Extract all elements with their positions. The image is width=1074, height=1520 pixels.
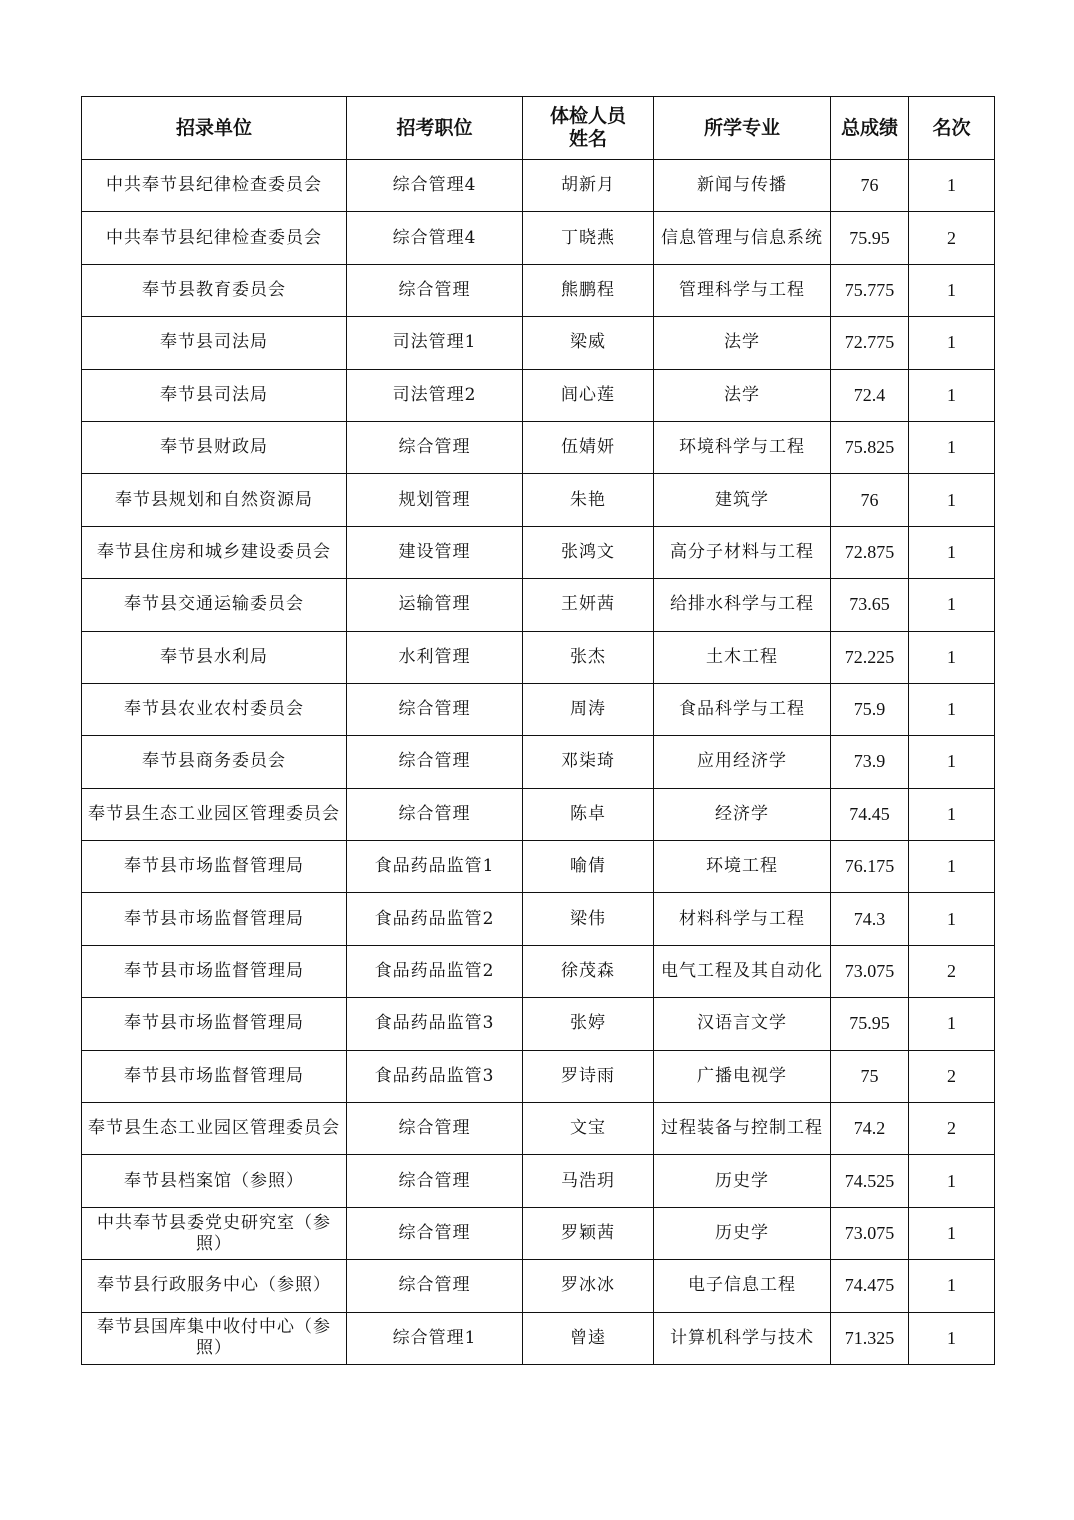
cell-name: 熊鹏程 (523, 264, 654, 316)
cell-rank: 1 (909, 369, 995, 421)
cell-score: 71.325 (831, 1312, 909, 1364)
cell-major: 法学 (654, 369, 831, 421)
cell-major: 新闻与传播 (654, 160, 831, 212)
cell-major: 高分子材料与工程 (654, 526, 831, 578)
cell-score: 73.075 (831, 945, 909, 997)
table-row (82, 317, 995, 369)
cell-name: 喻倩 (523, 841, 654, 893)
cell-major: 环境工程 (654, 841, 831, 893)
cell-unit: 奉节县司法局 (82, 317, 347, 369)
cell-rank: 1 (909, 1312, 995, 1364)
cell-unit: 中共奉节县委党史研究室（参照） (82, 1207, 347, 1259)
cell-position: 综合管理 (347, 1207, 523, 1259)
header-name: 体检人员姓名 (523, 97, 654, 160)
cell-score: 74.45 (831, 788, 909, 840)
cell-name: 胡新月 (523, 160, 654, 212)
cell-unit: 奉节县生态工业园区管理委员会 (82, 1103, 347, 1155)
cell-unit: 奉节县规划和自然资源局 (82, 474, 347, 526)
cell-major: 电气工程及其自动化 (654, 945, 831, 997)
cell-rank: 1 (909, 1260, 995, 1312)
cell-position: 水利管理 (347, 631, 523, 683)
cell-unit: 奉节县市场监督管理局 (82, 945, 347, 997)
cell-score: 72.4 (831, 369, 909, 421)
cell-rank: 1 (909, 631, 995, 683)
table-row (82, 264, 995, 316)
cell-position: 综合管理4 (347, 212, 523, 264)
cell-name: 邓柒琦 (523, 736, 654, 788)
cell-unit: 奉节县财政局 (82, 421, 347, 473)
cell-name: 马浩玥 (523, 1155, 654, 1207)
cell-score: 74.525 (831, 1155, 909, 1207)
cell-position: 综合管理4 (347, 160, 523, 212)
table-row (82, 631, 995, 683)
cell-score: 72.875 (831, 526, 909, 578)
cell-rank: 1 (909, 841, 995, 893)
header-rank: 名次 (909, 97, 995, 160)
cell-name: 文宝 (523, 1103, 654, 1155)
cell-unit: 奉节县市场监督管理局 (82, 1050, 347, 1102)
cell-position: 综合管理 (347, 1103, 523, 1155)
table-row (82, 998, 995, 1050)
cell-position: 运输管理 (347, 579, 523, 631)
header-position: 招考职位 (347, 97, 523, 160)
cell-score: 73.075 (831, 1207, 909, 1259)
cell-name: 罗颖茜 (523, 1207, 654, 1259)
cell-score: 75.9 (831, 683, 909, 735)
cell-rank: 2 (909, 945, 995, 997)
cell-score: 74.3 (831, 893, 909, 945)
cell-rank: 1 (909, 1155, 995, 1207)
table-row (82, 1103, 995, 1155)
cell-name: 梁威 (523, 317, 654, 369)
cell-name: 徐茂森 (523, 945, 654, 997)
table-header-row (82, 97, 995, 160)
cell-name: 闾心莲 (523, 369, 654, 421)
cell-score: 75.775 (831, 264, 909, 316)
cell-position: 综合管理 (347, 1260, 523, 1312)
cell-name: 周涛 (523, 683, 654, 735)
cell-name: 罗诗雨 (523, 1050, 654, 1102)
cell-name: 朱艳 (523, 474, 654, 526)
cell-position: 综合管理1 (347, 1312, 523, 1364)
cell-rank: 1 (909, 317, 995, 369)
cell-unit: 奉节县农业农村委员会 (82, 683, 347, 735)
cell-major: 法学 (654, 317, 831, 369)
cell-name: 梁伟 (523, 893, 654, 945)
cell-rank: 1 (909, 421, 995, 473)
cell-rank: 1 (909, 788, 995, 840)
cell-rank: 2 (909, 212, 995, 264)
cell-name: 罗冰冰 (523, 1260, 654, 1312)
cell-rank: 2 (909, 1050, 995, 1102)
table-row (82, 1207, 995, 1259)
cell-position: 食品药品监管2 (347, 945, 523, 997)
table-row (82, 736, 995, 788)
table-row (82, 893, 995, 945)
table-row (82, 945, 995, 997)
cell-unit: 奉节县水利局 (82, 631, 347, 683)
table-row (82, 1312, 995, 1364)
cell-major: 食品科学与工程 (654, 683, 831, 735)
cell-rank: 1 (909, 1207, 995, 1259)
cell-score: 73.65 (831, 579, 909, 631)
cell-score: 72.775 (831, 317, 909, 369)
table-row (82, 160, 995, 212)
cell-unit: 奉节县教育委员会 (82, 264, 347, 316)
cell-rank: 1 (909, 736, 995, 788)
physical-exam-table (81, 96, 995, 1365)
cell-score: 73.9 (831, 736, 909, 788)
cell-rank: 1 (909, 264, 995, 316)
cell-major: 管理科学与工程 (654, 264, 831, 316)
table-row (82, 421, 995, 473)
cell-unit: 奉节县商务委员会 (82, 736, 347, 788)
cell-major: 土木工程 (654, 631, 831, 683)
cell-rank: 1 (909, 579, 995, 631)
cell-position: 综合管理 (347, 736, 523, 788)
cell-position: 综合管理 (347, 1155, 523, 1207)
cell-unit: 奉节县档案馆（参照） (82, 1155, 347, 1207)
cell-score: 74.2 (831, 1103, 909, 1155)
table-row (82, 788, 995, 840)
cell-name: 丁晓燕 (523, 212, 654, 264)
cell-rank: 1 (909, 893, 995, 945)
cell-rank: 1 (909, 683, 995, 735)
cell-major: 信息管理与信息系统 (654, 212, 831, 264)
cell-rank: 1 (909, 526, 995, 578)
cell-name: 伍婧妍 (523, 421, 654, 473)
cell-unit: 奉节县生态工业园区管理委员会 (82, 788, 347, 840)
cell-position: 综合管理 (347, 264, 523, 316)
cell-unit: 奉节县市场监督管理局 (82, 998, 347, 1050)
cell-major: 广播电视学 (654, 1050, 831, 1102)
cell-position: 综合管理 (347, 788, 523, 840)
cell-major: 历史学 (654, 1207, 831, 1259)
table-body (82, 160, 995, 1365)
table-row (82, 1050, 995, 1102)
cell-position: 食品药品监管3 (347, 998, 523, 1050)
cell-unit: 中共奉节县纪律检查委员会 (82, 160, 347, 212)
cell-unit: 奉节县市场监督管理局 (82, 893, 347, 945)
cell-unit: 奉节县国库集中收付中心（参照） (82, 1312, 347, 1364)
cell-score: 72.225 (831, 631, 909, 683)
cell-name: 陈卓 (523, 788, 654, 840)
cell-major: 过程装备与控制工程 (654, 1103, 831, 1155)
cell-major: 计算机科学与技术 (654, 1312, 831, 1364)
cell-major: 应用经济学 (654, 736, 831, 788)
cell-rank: 2 (909, 1103, 995, 1155)
cell-major: 电子信息工程 (654, 1260, 831, 1312)
cell-rank: 1 (909, 474, 995, 526)
cell-unit: 奉节县司法局 (82, 369, 347, 421)
header-unit: 招录单位 (82, 97, 347, 160)
cell-unit: 奉节县行政服务中心（参照） (82, 1260, 347, 1312)
cell-name: 王妍茜 (523, 579, 654, 631)
cell-rank: 1 (909, 160, 995, 212)
table-row (82, 1155, 995, 1207)
cell-major: 汉语言文学 (654, 998, 831, 1050)
cell-position: 综合管理 (347, 421, 523, 473)
cell-major: 经济学 (654, 788, 831, 840)
cell-position: 综合管理 (347, 683, 523, 735)
header-score: 总成绩 (831, 97, 909, 160)
cell-major: 建筑学 (654, 474, 831, 526)
cell-position: 食品药品监管3 (347, 1050, 523, 1102)
cell-major: 给排水科学与工程 (654, 579, 831, 631)
table-row (82, 579, 995, 631)
cell-score: 76 (831, 474, 909, 526)
cell-position: 建设管理 (347, 526, 523, 578)
cell-major: 历史学 (654, 1155, 831, 1207)
cell-score: 75.825 (831, 421, 909, 473)
cell-unit: 奉节县交通运输委员会 (82, 579, 347, 631)
table-row (82, 369, 995, 421)
cell-major: 环境科学与工程 (654, 421, 831, 473)
table-row (82, 841, 995, 893)
cell-score: 76.175 (831, 841, 909, 893)
header-major: 所学专业 (654, 97, 831, 160)
cell-position: 食品药品监管1 (347, 841, 523, 893)
cell-position: 司法管理1 (347, 317, 523, 369)
table-row (82, 683, 995, 735)
table-row (82, 1260, 995, 1312)
cell-score: 74.475 (831, 1260, 909, 1312)
cell-score: 75.95 (831, 212, 909, 264)
cell-position: 食品药品监管2 (347, 893, 523, 945)
cell-major: 材料科学与工程 (654, 893, 831, 945)
cell-name: 张婷 (523, 998, 654, 1050)
cell-score: 76 (831, 160, 909, 212)
cell-score: 75 (831, 1050, 909, 1102)
cell-name: 张鸿文 (523, 526, 654, 578)
cell-unit: 奉节县市场监督管理局 (82, 841, 347, 893)
table-row (82, 212, 995, 264)
cell-name: 曾逵 (523, 1312, 654, 1364)
table-row (82, 526, 995, 578)
cell-unit: 中共奉节县纪律检查委员会 (82, 212, 347, 264)
cell-unit: 奉节县住房和城乡建设委员会 (82, 526, 347, 578)
cell-score: 75.95 (831, 998, 909, 1050)
table-row (82, 474, 995, 526)
cell-position: 司法管理2 (347, 369, 523, 421)
cell-position: 规划管理 (347, 474, 523, 526)
cell-rank: 1 (909, 998, 995, 1050)
cell-name: 张杰 (523, 631, 654, 683)
